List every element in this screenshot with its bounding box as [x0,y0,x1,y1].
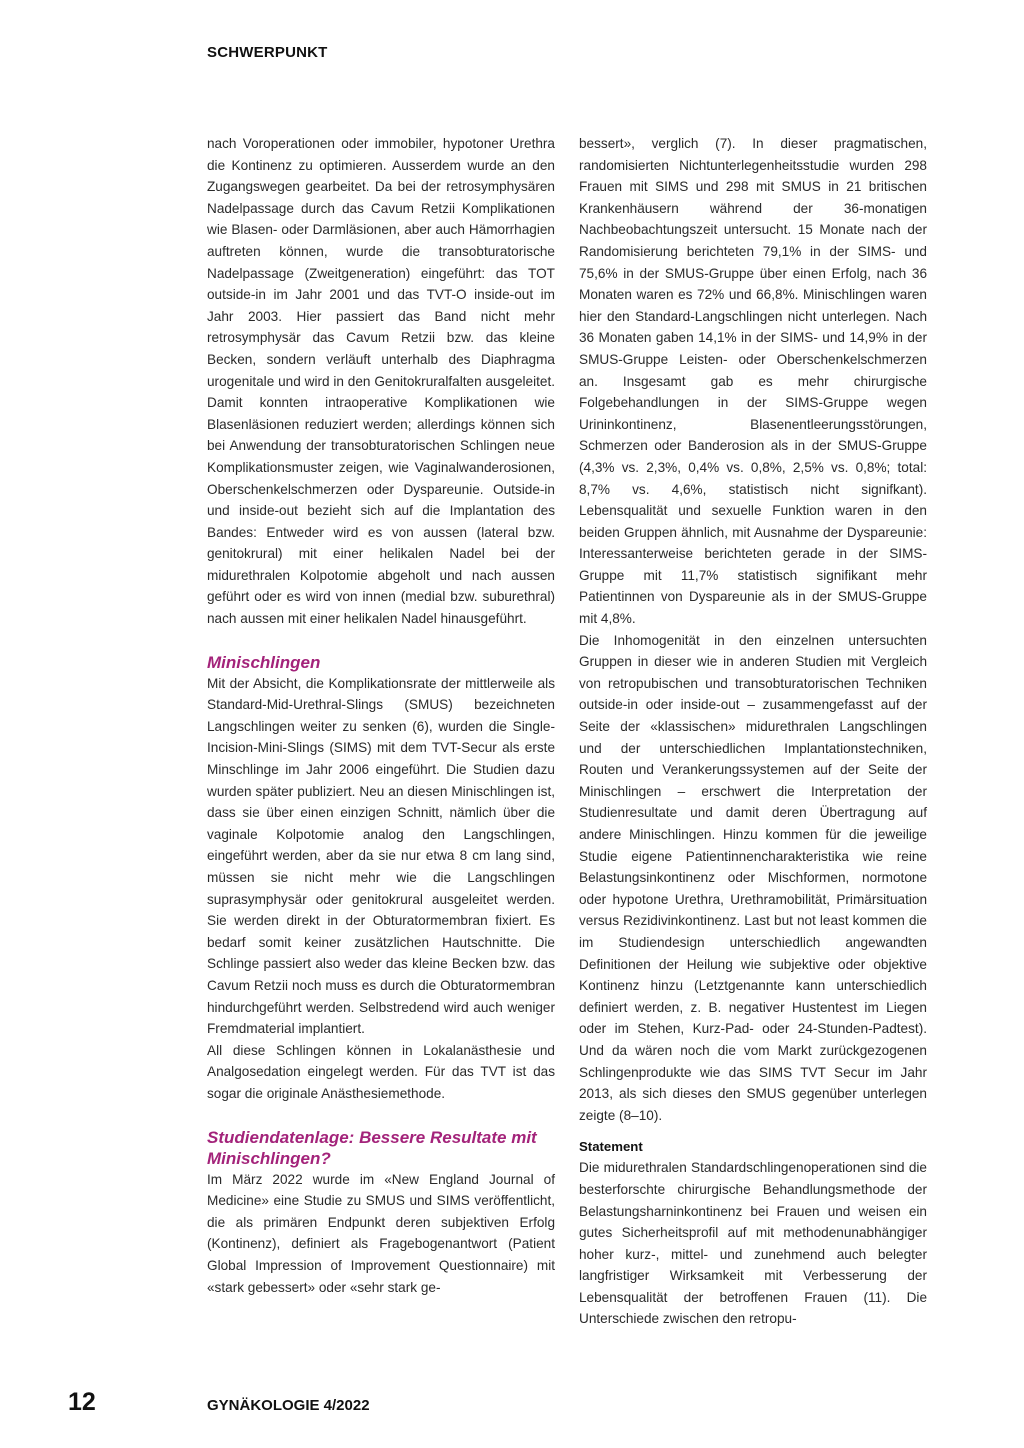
heading-minischlingen: Minischlingen [207,652,321,672]
section-header: SCHWERPUNKT [207,44,328,61]
left-column [207,133,555,1298]
paragraph: Mit der Absicht, die Komplikationsrate der mittlerweile als Standard-Mid-Urethral-Slings (SMUS) bezeichneten Langschlingen weiter zu senken (6), wurden die Single-Incision-Mini-Slings (SIMS) mit dem TVT-Secur als erste Minschlinge im Jahr 2006 eingeführt. Die Studien dazu wurden später publiziert. Neu an diesen Minischlingen ist, dass sie über einen einzigen Schnitt, nämlich über die vaginale Kolpotomie analog den Langschlingen, eingeführt werden, aber da sie nur etwa 8 cm lang sind, müssen sie nicht mehr wie die Langschlingen suprasymphysär oder genitokrural ausgeleitet werden. Sie werden direkt in der Obturatormembran fixiert. Es bedarf somit keiner zusätzlichen Hautschnitte. Die Schlinge passiert also weder das kleine Becken bzw. das Cavum Retzii noch muss es durch die Obturatormembran hindurchgeführt werden. Selbstredend wird auch weniger Fremdmaterial implantiert. [207,675,555,1037]
paragraph: bessert», verglich (7). In dieser pragmatischen, randomisierten Nichtunterlegenheitsstudie wurden 298 Frauen mit SIMS und 298 mit SMUS in 21 britischen Krankenhäusern während der 36-monatigen Nachbeobachtungszeit untersucht. 15 Monate nach der Randomisierung berichteten 79,1% in der SIMS- und 75,6% in der SMUS-Gruppe über einen Erfolg, nach 36 Monaten waren es 72% und 66,8%. Minischlingen waren hier den Standard-Langschlingen nicht unterlegen. Nach 36 Monaten gaben 14,1% in der SIMS- und 14,9% in der SMUS-Gruppe Leisten- oder Oberschenkelschmerzen an. Insgesamt gab es mehr chirurgische Folgebehandlungen in der SIMS-Gruppe wegen Urininkontinenz, Blasenentleerungsstörungen, Schmerzen oder Banderosion als in der SMUS-Gruppe (4,3% vs. 2,3%, 0,4% vs. 0,8%, 2,5% vs. 0,8%; total: 8,7% vs. 4,6%, statistisch nicht signifkant). Lebensqualität und sexuelle Funktion waren in den beiden Gruppen ähnlich, mit Ausnahme der Dyspareunie: Interessanterweise berichteten gerade in der SIMS-Gruppe mit 11,7% statistisch signifikant mehr Patientinnen von Dyspareunie als in der SMUS-Gruppe mit 4,8%. [579,136,927,627]
paragraph: Die midurethralen Standardschlingenoperationen sind die besterforschte chirurgische Behandlungsmethode der Belastungsharninkontinenz bei Frauen und weisen ein gutes Sicherheitsprofil auf mit methodenunabhängiger hoher kurz-, mittel- und zunehmend auch belegter langfristiger Wirksamkeit mit Verbesserung der Lebensqualität der betroffenen Frauen (11). Die Unterschiede zwischen den retropu- [579,1160,927,1327]
page-number: 12 [68,1388,96,1416]
paragraph: Im März 2022 wurde im «New England Journal of Medicine» eine Studie zu SMUS und SIMS veröffentlicht, die als primären Endpunkt deren subjektiven Erfolg (Kontinenz), definiert als Fragebogenantwort (Patient Global Impression of Improvement Questionnaire) mit «stark gebessert» oder «sehr stark ge- [207,1171,555,1295]
heading-studiendatenlage: Studiendatenlage: Bessere Resultate mit Minischlingen? [207,1127,537,1168]
paragraph: nach Voroperationen oder immobiler, hypotoner Urethra die Kontinenz zu optimieren. Ausserdem wurde an den Zugangswegen gearbeitet. Da bei der retrosymphysären Nadelpassage durch das Cavum Retzii Komplikationen wie Blasen- oder Darmläsionen, aber auch Hämorrhagien auftreten können, wurde die transobturatorische Nadelpassage (Zweitgeneration) eingeführt: das TOT outside-in im Jahr 2001 und das TVT-O inside-out im Jahr 2003. Hier passiert das Band nicht mehr retrosymphysär das Cavum Retzii bzw. das kleine Becken, sondern verläuft unterhalb des Diaphragma urogenitale und wird in den Genitokruralfalten ausgeleitet. Damit konnten intraoperative Komplikationen wie Blasenläsionen reduziert werden; allerdings können sich bei Anwendung der transobturatorischen Schlingen neue Komplikationsmuster zeigen, wie Vaginalwanderosionen, Oberschenkelschmerzen oder Dyspareunie. Outside-in und inside-out bezieht sich auf die Implantation des Bandes: Entweder wird es von aussen (lateral bzw. genitokrural) mit einer helikalen Nadel bei der midurethralen Kolpotomie abgeholt und nach aussen geführt oder es wird von innen (medial bzw. suburethral) nach aussen mit einer helikalen Nadel hinausgeführt. [207,136,555,627]
paragraph: Die Inhomogenität in den einzelnen untersuchten Gruppen in dieser wie in anderen Studien mit Vergleich von retropubischen und transobturatorischen Techniken outside-in oder inside-out – zusammengefasst auf der Seite der «klassischen» midurethralen Langschlingen und der unterschiedlichen Implantationstechniken, Routen und Verankerungssystemen auf der Seite der Minischlingen – erschwert die Interpretation der Studienresultate und damit deren Übertragung auf andere Minischlingen. Hinzu kommen für die jeweilige Studie eigene Patientinnencharakteristika wie reine Belastungsinkontinenz oder Mischformen, normotone oder hypotone Urethra, Urethramobilität, Primärsituation versus Rezidivinkontinenz. Last but not least kommen die im Studiendesign unterschiedlich angewandten Definitionen der Heilung wie subjektive oder objektive Kontinenz hinzu (Letztgenannte kann unterschiedlich definiert werden, z. B. negativer Hustentest im Liegen oder im Stehen, Kurz-Pad- oder 24-Stunden-Padtest). Und da wären noch die vom Markt zurückgezogenen Schlingenprodukte wie das SIMS TVT Secur im Jahr 2013, als sich dieses den SMUS gegenüber unterlegen zeigte (8–10). [579,632,927,1123]
journal-name: GYNÄKOLOGIE 4/2022 [207,1397,370,1414]
paragraph: All diese Schlingen können in Lokalanästhesie und Analgosedation eingelegt werden. Für das TVT ist das sogar die originale Anästhesiemethode. [207,1042,555,1101]
statement-title: Statement [579,1139,643,1155]
right-column [579,133,927,1330]
